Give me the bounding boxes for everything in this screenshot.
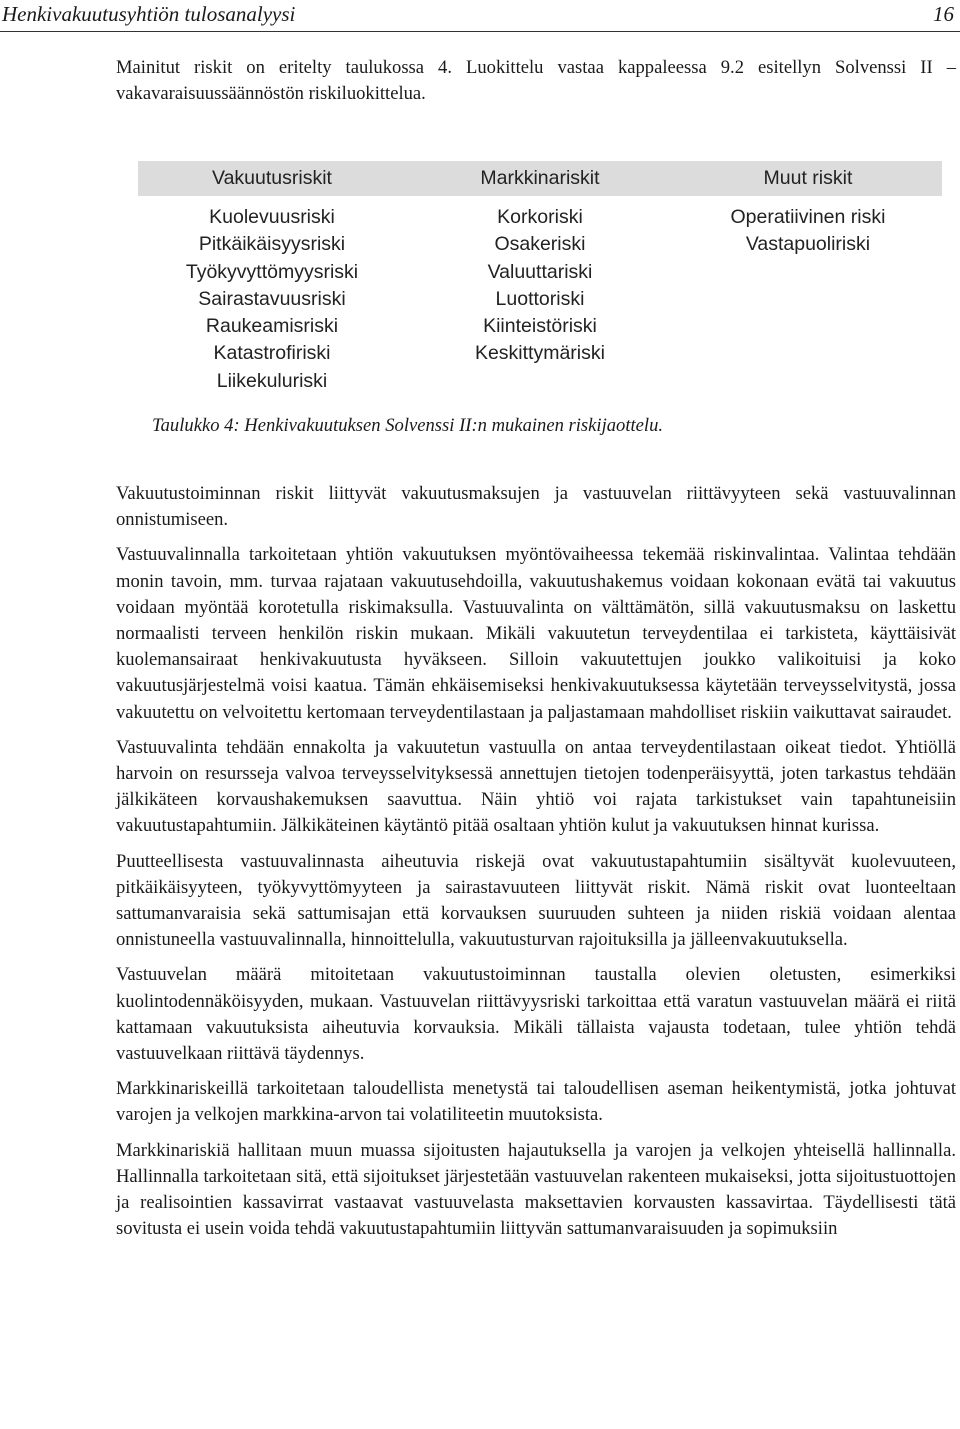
table-cell: Osakeriski	[494, 233, 586, 256]
table-cell: Työkyvyttömyysriski	[185, 260, 359, 283]
paragraph: Markkinariskiä hallitaan muun muassa sijoitusten hajautuksella ja varojen ja velkojen yhteisellä hallinnalla. Hallinnalla tarkoitetaan sitä, että sijoitukset järjestetään vastuuvelan rakenteen mukaiseksi, jotta sijoitustuottojen ja realisointien kassavirrat vastaavat vastuuvelasta maksettavien korvausten kassavirtaa. Täydellisesti tätä sovitusta ei usein voida tehdä vakuutustapahtumiin liittyvän sattumanvaraisuuden ja sopimuksiin	[116, 1139, 956, 1240]
table-cell: Liikekuluriski	[216, 369, 328, 392]
body-text	[116, 481, 956, 1251]
table-cell: Katastrofiriski	[213, 342, 331, 365]
risk-table	[138, 161, 942, 395]
risk-table-header-row	[138, 161, 942, 196]
paragraph: Markkinariskeillä tarkoitetaan taloudellista menetystä tai taloudellisen aseman heikentymistä, jotka johtuvat varojen ja velkojen markkina-arvon tai volatiliteetin muutoksista.	[116, 1078, 956, 1126]
paragraph: Vastuuvalinnalla tarkoitetaan yhtiön vakuutuksen myöntövaiheessa tekemää riskinvalintaa. Valintaa tehdään monin tavoin, mm. turvaa rajataan vakuutusehdoilla, vakuutushakemus voidaan kokonaan evätä tai vakuutus voidaan myöntää korotetulla riskimaksulla. Vastuuvalinta on välttämätön, sillä vakuutusmaksu on laskettu normaalisti terveen henkilön riskin mukaan. Mikäli vakuutetun terveydentilaa ei tarkisteta, käyttäisivät kuolemansairaat henkivakuutusta hyväkseen. Silloin vakuutettujen joukko valikoituisi ja koko vakuutusjärjestelmä voisi kaatua. Tämän ehkäisemiseksi henkivakuutuksessa käytetään terveysselvitystä, jossa vakuutettu on velvoitettu kertomaan terveydentilastaan ja paljastamaan mahdolliset riskiin vaikuttavat sairaudet.	[116, 544, 956, 723]
table-cell: Korkoriski	[497, 206, 583, 228]
table-cell: Operatiivinen riski	[730, 206, 886, 228]
table-cell: Pitkäikäisyysriski	[198, 233, 346, 256]
column-insurance-risks	[138, 204, 406, 395]
column-header-other-risks: Muut riskit	[763, 167, 853, 189]
paragraph: Puutteellisesta vastuuvalinnasta aiheutuvia riskejä ovat vakuutustapahtumiin sisältyvät kuolevuuteen, pitkäikäisyyteen, työkyvyttömyyteen ja sairastavuuteen liittyvät riskit. Nämä riskit ovat luonteeltaan sattumanvaraisia sekä sattumisajan että korvauksen suuruuden suhteen ja niiden riskiä voidaan alentaa onnistuneella vastuuvalinnalla, hinnoittelulla, vakuutusturvan rajoituksilla ja jälleenvakuutuksella.	[116, 850, 956, 951]
paragraph: Vakuutustoiminnan riskit liittyvät vakuutusmaksujen ja vastuuvelan riittävyyteen sekä vastuuvalinnan onnistumiseen.	[116, 483, 956, 531]
table-cell: Vastapuoliriski	[745, 233, 871, 256]
running-title: Henkivakuutusyhtiön tulosanalyysi	[2, 2, 296, 26]
table-caption: Taulukko 4: Henkivakuutuksen Solvenssi II:n mukainen riskijaottelu.	[152, 415, 664, 436]
paragraph: Vastuuvalinta tehdään ennakolta ja vakuutetun vastuulla on antaa terveydentilastaan oikeat tiedot. Yhtiöllä harvoin on resursseja valvoa terveysselvityksessä annettujen tietojen todenperäisyyttä, joten tarkastus tehdään jälkikäteen korvaushakemuksen saavuttua. Näin yhtiö voi rajata tarkistukset vain tapahtuneisiin vakuutustapahtumiin. Jälkikäteinen käytäntö pitää osaltaan yhtiön kulut ja vakuutuksen hinnat kurissa.	[116, 736, 956, 837]
column-market-risks	[406, 204, 674, 395]
table-cell: Raukeamisriski	[205, 315, 339, 338]
paragraph: Vastuuvelan määrä mitoitetaan vakuutustoiminnan taustalla olevien oletusten, esimerkiksi kuolintodennäköisyyden, mukaan. Vastuuvelan riittävyysriski tarkoittaa että varatun vastuuvelan määrä ei riitä kattamaan vakuutuksista aiheutuvia korvauksia. Mikäli tällaista vajausta todetaan, tulee yhtiön tehdä vastuuvelkaan riittävä täydennys.	[116, 964, 956, 1065]
page-header	[0, 0, 960, 36]
risk-table-body	[138, 196, 942, 395]
column-header-insurance-risks: Vakuutusriskit	[212, 167, 332, 189]
table-cell: Kiinteistöriski	[483, 315, 597, 338]
table-cell: Luottoriski	[495, 287, 585, 310]
column-header-market-risks: Markkinariskit	[480, 167, 600, 189]
column-other-risks	[674, 204, 942, 395]
intro-paragraph: Mainitut riskit on eritelty taulukossa 4. Luokittelu vastaa kappaleessa 9.2 esitellyn Solvenssi II –vakavaraisuussäännöstön riskiluokittelua.	[116, 57, 956, 105]
table-cell: Valuuttariski	[487, 260, 593, 283]
header-rule	[0, 31, 960, 32]
table-cell: Keskittymäriski	[474, 342, 605, 365]
page-number: 16	[933, 2, 954, 26]
table-cell: Kuolevuusriski	[209, 206, 335, 228]
table-cell: Sairastavuusriski	[198, 287, 346, 310]
